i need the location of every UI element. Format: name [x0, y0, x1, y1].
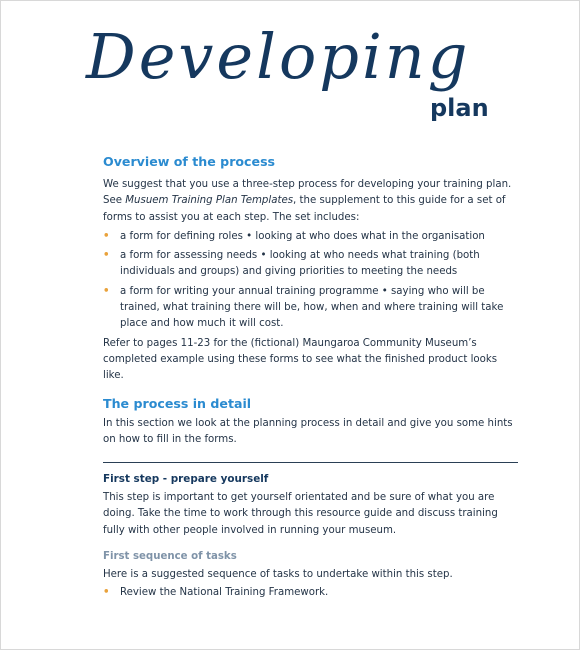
- list-item-text: a form for writing your annual training programme • saying who will be trained, what training there will be, how, when and where training will take place and how much it will cost.: [120, 285, 504, 330]
- list-item-text: a form for assessing needs • looking at who needs what training (both individuals and groups) and giving priorities to meeting the needs: [120, 250, 480, 278]
- title-script: Developing: [86, 20, 471, 93]
- detail-paragraph: In this section we look at the planning process in detail and give you some hints on how to fill in the forms.: [103, 417, 513, 445]
- section-divider: [103, 462, 518, 463]
- overview-intro: [103, 177, 518, 226]
- bullet-icon: •: [103, 250, 110, 262]
- sequence-paragraph: Here is a suggested sequence of tasks to undertake within this step.: [103, 569, 453, 581]
- list-item-text: a form for defining roles • looking at who does what in the organisation: [120, 230, 485, 242]
- list-item-text: Review the National Training Framework.: [120, 586, 329, 598]
- list-item: [103, 248, 518, 281]
- refer-paragraph: Refer to pages 11-23 for the (fictional) Maungaroa Community Museum’s completed example using these forms to see what the finished product looks like.: [103, 337, 498, 382]
- list-item: [103, 284, 518, 333]
- document-body: [103, 153, 518, 601]
- first-step-paragraph: This step is important to get yourself orientated and be sure of what you are doing. Take the time to work through this resource guide and discuss training fully with other people involved in running your museum.: [103, 492, 498, 536]
- list-item: [103, 229, 518, 245]
- sequence-title: First sequence of tasks: [103, 551, 237, 563]
- overview-heading: Overview of the process: [103, 154, 276, 169]
- overview-intro-italic: Musuem Training Plan Templates: [125, 195, 294, 207]
- bullet-icon: •: [103, 586, 110, 598]
- title-plan: plan: [430, 94, 489, 122]
- bullet-icon: •: [103, 285, 110, 297]
- overview-bullet-list: [103, 229, 518, 333]
- overview-intro-end: , the supplement to this guide for a set of forms to assist you at each step. The set includes:: [103, 195, 506, 223]
- overview-intro-start: We suggest that you use a three-step process for developing your training plan. See: [103, 179, 512, 207]
- sequence-bullet-list: [103, 585, 518, 601]
- bullet-icon: •: [103, 230, 110, 242]
- list-item: [103, 585, 518, 601]
- detail-heading: The process in detail: [103, 395, 252, 411]
- first-step-title: First step - prepare yourself: [103, 473, 269, 486]
